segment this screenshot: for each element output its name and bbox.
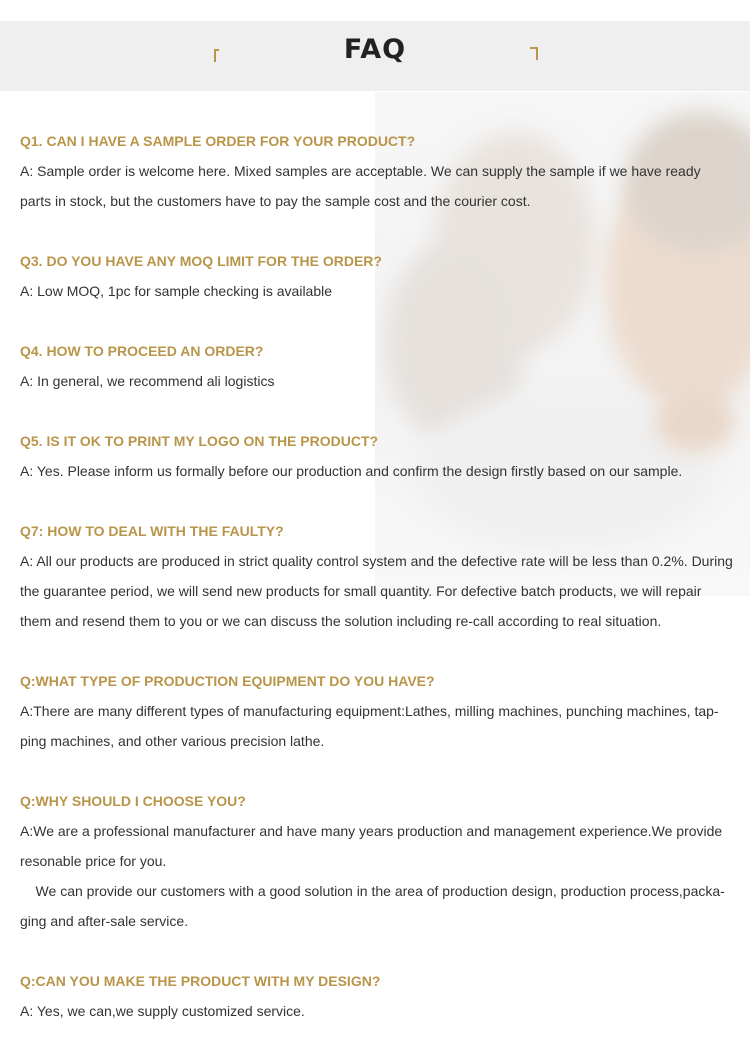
faq-answer-line: A: Sample order is welcome here. Mixed samples are acceptable. We can supply the sample if we have ready: [20, 163, 701, 179]
faq-answer-line: We can provide our customers with a good solution in the area of production design, production process,packa-: [20, 883, 725, 899]
faq-answer-line: resonable price for you.: [20, 853, 167, 869]
faq-answer-line: A: Yes. Please inform us formally before our production and confirm the design firstly based on our sample.: [20, 463, 683, 479]
faq-answer-line: A: Low MOQ, 1pc for sample checking is available: [20, 283, 333, 299]
faq-question: Q:WHY SHOULD I CHOOSE YOU?: [20, 793, 246, 809]
faq-answer-line: A:There are many different types of manufacturing equipment:Lathes, milling machines, punching machines, tap-: [20, 703, 719, 719]
faq-question: Q1. CAN I HAVE A SAMPLE ORDER FOR YOUR PRODUCT?: [20, 133, 416, 149]
faq-answer-line: ging and after-sale service.: [20, 913, 189, 929]
faq-question: Q5. IS IT OK TO PRINT MY LOGO ON THE PRODUCT?: [20, 433, 379, 449]
faq-answer-line: the guarantee period, we will send new products for small quantity. For defective batch products, we will repair: [20, 583, 702, 599]
faq-question: Q:CAN YOU MAKE THE PRODUCT WITH MY DESIGN?: [20, 973, 381, 989]
faq-question: Q7: HOW TO DEAL WITH THE FAULTY?: [20, 523, 284, 539]
page-title: FAQ: [343, 34, 407, 65]
faq-answer-line: A: Yes, we can,we supply customized service.: [20, 1003, 305, 1019]
faq-answer-line: them and resend them to you or we can discuss the solution including re-call according to real situation.: [20, 613, 662, 629]
faq-question: Q3. DO YOU HAVE ANY MOQ LIMIT FOR THE ORDER?: [20, 253, 382, 269]
faq-answer-line: parts in stock, but the customers have to pay the sample cost and the courier cost.: [20, 193, 531, 209]
faq-answer-line: A: In general, we recommend ali logistics: [20, 373, 275, 389]
faq-question: Q4. HOW TO PROCEED AN ORDER?: [20, 343, 264, 359]
faq-answer-line: A: All our products are produced in strict quality control system and the defective rate will be less than 0.2%. During: [20, 553, 733, 569]
faq-answer-line: A:We are a professional manufacturer and have many years production and management experience.We provide: [20, 823, 723, 839]
faq-question: Q:WHAT TYPE OF PRODUCTION EQUIPMENT DO YOU HAVE?: [20, 673, 435, 689]
faq-answer-line: ping machines, and other various precision lathe.: [20, 733, 325, 749]
